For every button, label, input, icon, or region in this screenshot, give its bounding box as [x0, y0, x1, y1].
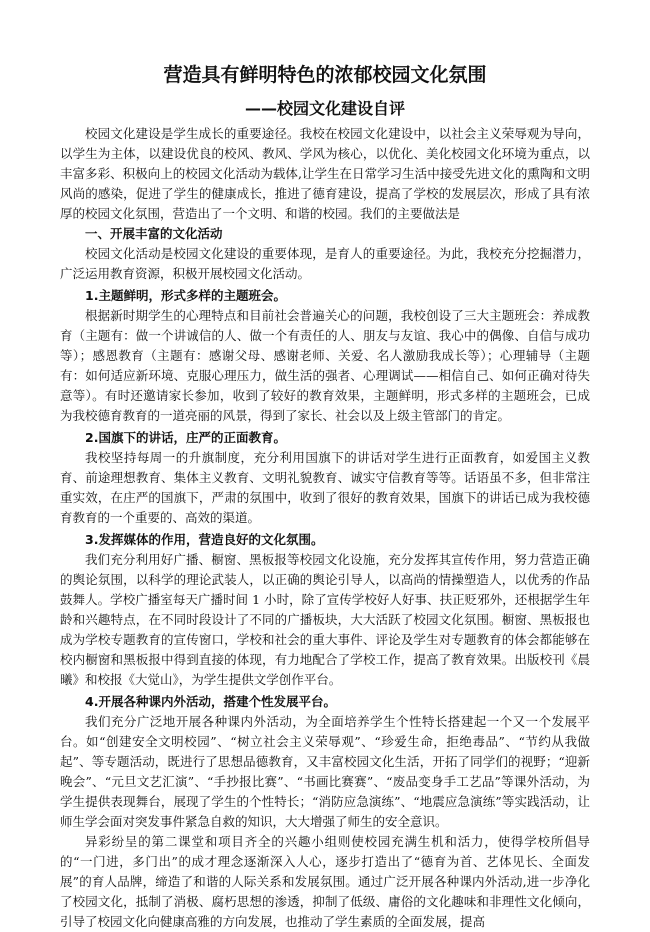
- item-3-heading: 3.发挥媒体的作用，营造良好的文化氛围。: [85, 532, 324, 547]
- item-3-paragraph: 我们充分利用好广播、橱窗、黑板报等校园文化设施，充分发挥其宣传作用，努力营造正确的舆论氛围，以科学的理论武装人，以正确的舆论引导人，以高尚的情操塑造人，以优秀的作品鼓舞人。学校广播室每天广播时间 1 小时，除了宣传学校好人好事、扶正贬邪外，还根据学生年龄和兴趣特点，在不同时段设计了不同的广播板块，大大活跃了校园文化氛围。橱窗、黑板报也成为学校专题教育的宣传窗口，学校和社会的重大事件、评论及学生对专题教育的体会都能够在校内橱窗和黑板报中得到直接的体现，有力地配合了学校工作，提高了教育效果。出版校刊《晨曦》和校报《大觉山》，为学生提供文学创作平台。: [60, 552, 590, 687]
- item-4-paragraph-1: 我们充分广泛地开展各种课内外活动，为全面培养学生个性特长搭建起一个又一个发展平台。如“创建安全文明校园”、“树立社会主义荣辱观”、“珍爱生命，拒绝毒品”、“节约从我做起”、等专题活动，既进行了思想品德教育，又丰富校园文化生活，开拓了同学们的视野；“迎新晚会”、“元旦文艺汇演”、“手抄报比赛”、“书画比赛赛”、“废品变身手工艺品”等课外活动，为学生提供表现舞台，展现了学生的个性特长；“消防应急演练”、“地震应急演练”等实践活动，让师生学会面对突发事件紧急自救的知识，大大增强了师生的安全意识。: [60, 714, 590, 829]
- item-2-paragraph: 我校坚持每周一的升旗制度，充分利用国旗下的讲话对学生进行正面教育，如爱国主义教育、前途理想教育、集体主义教育、文明礼貌教育、诚实守信教育等等。话语虽不多，但非常注重实效，在庄严的国旗下，严肃的氛围中，收到了很好的教育效果，国旗下的讲话已成为我校德育教育的一个重要的、高效的渠道。: [60, 450, 590, 525]
- item-4-paragraph-2: 异彩纷呈的第二课堂和项目齐全的兴趣小组则使校园充满生机和活力，使得学校所倡导的“一门进，多门出”的成才理念逐渐深入人心，逐步打造出了“德育为首、艺体见长、全面发展”的育人品牌，缔造了和谐的人际关系和发展氛围。通过广泛开展各种课内外活动,进一步净化了校园文化，抵制了消极、腐朽思想的渗透，抑制了低级、庸俗的文化趣味和非理性文化倾向，引导了校园文化向健康高雅的方向发展，也推动了学生素质的全面发展，提高: [60, 834, 590, 929]
- item-1-paragraph: 根据新时期学生的心理特点和目前社会普遍关心的问题，我校创设了三大主题班会：养成教育（主题有：做一个讲诚信的人、做一个有责任的人、朋友与友谊、我心中的偶像、自信与成功等）；感恩教育（主题有：感谢父母、感谢老师、关爱、名人激励我成长等）；心理辅导（主题有：如何适应新环境、克服心理压力，做生活的强者、心理调试——相信自己、如何正确对待失意等）。有时还邀请家长参加，收到了较好的教育效果，主题鲜明，形式多样的主题班会，已成为我校德育教育的一道亮丽的风景，得到了家长、社会以及上级主管部门的肯定。: [60, 308, 590, 423]
- section-1-heading: 一、开展丰富的文化活动: [85, 226, 223, 241]
- item-1-heading: 1.主题鲜明，形式多样的主题班会。: [85, 288, 286, 303]
- section-1-intro-paragraph: 校园文化活动是校园文化建设的重要体现，是育人的重要途径。为此，我校充分挖掘潜力，广泛运用教育资源，积极开展校园文化活动。: [60, 246, 590, 281]
- item-2-heading: 2.国旗下的讲话，庄严的正面教育。: [85, 430, 286, 445]
- item-4-heading: 4.开展各种课内外活动，搭建个性发展平台。: [85, 694, 336, 709]
- document-title: 营造具有鲜明特色的浓郁校园文化氛围: [163, 64, 487, 86]
- intro-paragraph: 校园文化建设是学生成长的重要途径。我校在校园文化建设中，以社会主义荣辱观为导向，以学生为主体，以建设优良的校风、教风、学风为核心，以优化、美化校园文化环境为重点，以丰富多彩、积极向上的校园文化活动为载体,让学生在日常学习生活中接受先进文化的熏陶和文明风尚的感染，促进了学生的健康成长，推进了德育建设，提高了学校的发展层次，形成了具有浓厚的校园文化氛围，营造出了一个文明、和谐的校园。我们的主要做法是: [60, 126, 590, 221]
- document-subtitle: ——校园文化建设自评: [244, 99, 405, 118]
